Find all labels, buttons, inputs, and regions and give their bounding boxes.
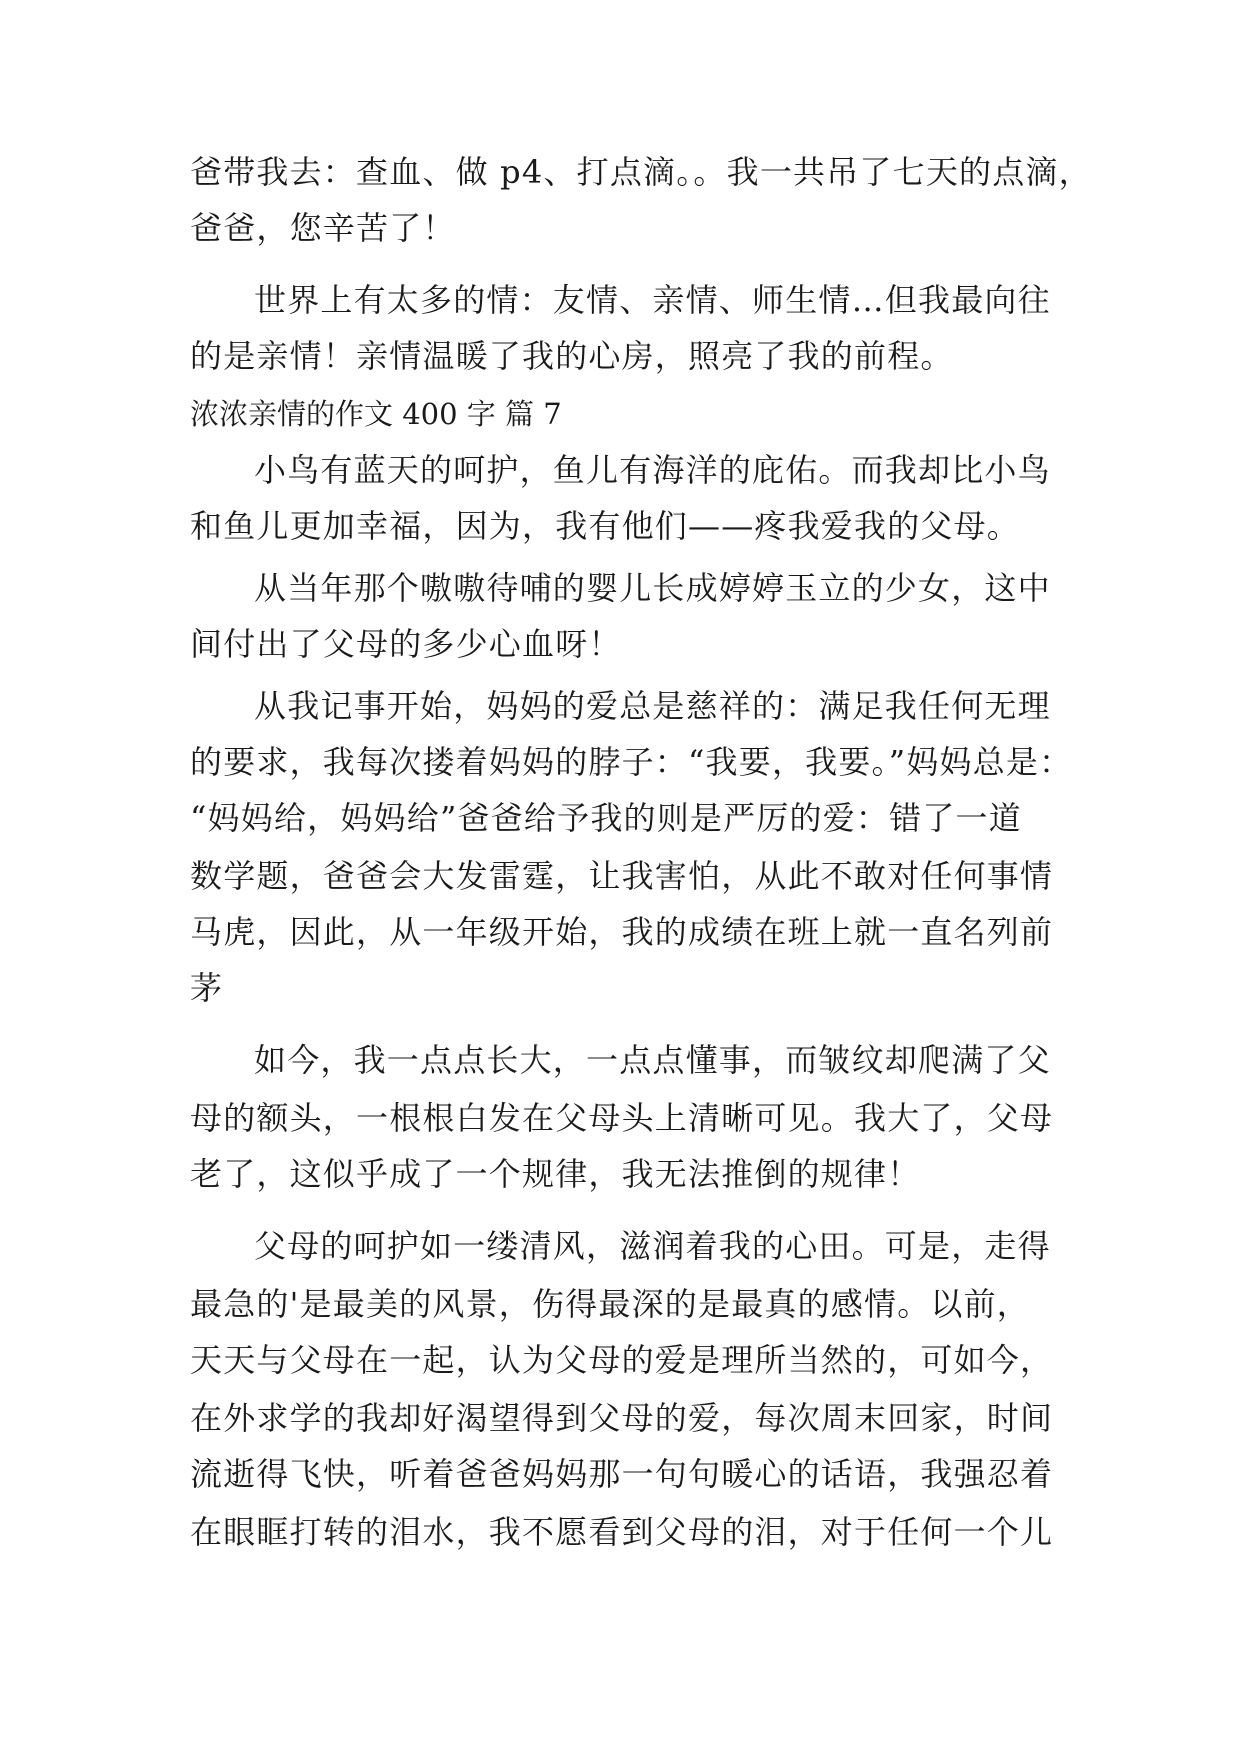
text-line: 最急的'是最美的风景，伤得最深的是最真的感情。以前， xyxy=(190,1285,1030,1323)
text-line: 在眼眶打转的泪水，我不愿看到父母的泪，对于任何一个儿 xyxy=(190,1513,1054,1551)
text-line: 间付出了父母的多少心血呀！ xyxy=(190,625,622,663)
paragraph-first-line: 小鸟有蓝天的呵护，鱼儿有海洋的庇佑。而我却比小鸟 xyxy=(254,451,1051,489)
text-line: 老了，这似乎成了一个规律，我无法推倒的规律！ xyxy=(190,1155,921,1193)
section-heading: 浓浓亲情的作文 400 字 篇 7 xyxy=(190,397,562,431)
text-line: 和鱼儿更加幸福，因为，我有他们——疼我爱我的父母。 xyxy=(190,507,1021,545)
text-line: 爸带我去：查血、做 p4、打点滴。。我一共吊了七天的点滴， xyxy=(190,153,1092,191)
text-line: 在外求学的我却好渴望得到父母的爱，每次周末回家，时间 xyxy=(190,1399,1054,1437)
paragraph-first-line: 父母的呵护如一缕清风，滋润着我的心田。可是，走得 xyxy=(254,1227,1051,1265)
paragraph-first-line: 从当年那个嗷嗷待哺的婴儿长成婷婷玉立的少女，这中 xyxy=(254,569,1051,607)
text-line: 母的额头，一根根白发在父母头上清晰可见。我大了，父母 xyxy=(190,1099,1054,1137)
text-line: 的要求，我每次搂着妈妈的脖子：“我要，我要。”妈妈总是： xyxy=(190,743,1073,781)
text-line: 爸爸，您辛苦了！ xyxy=(190,209,456,247)
text-line: 天天与父母在一起，认为父母的爱是理所当然的，可如今， xyxy=(190,1341,1054,1379)
paragraph-first-line: 如今，我一点点长大，一点点懂事，而皱纹却爬满了父 xyxy=(254,1041,1051,1079)
text-line: 数学题，爸爸会大发雷霆，让我害怕，从此不敢对任何事情 xyxy=(190,857,1054,895)
paragraph-first-line: 从我记事开始，妈妈的爱总是慈祥的：满足我任何无理 xyxy=(254,687,1051,725)
text-line: 茅 xyxy=(190,969,224,1007)
text-line: “妈妈给，妈妈给”爸爸给予我的则是严厉的爱：错了一道 xyxy=(190,799,1022,837)
paragraph-first-line: 世界上有太多的情：友情、亲情、师生情…但我最向往 xyxy=(254,281,1051,319)
text-line: 的是亲情！亲情温暖了我的心房，照亮了我的前程。 xyxy=(190,337,954,375)
text-line: 马虎，因此，从一年级开始，我的成绩在班上就一直名列前 xyxy=(190,913,1054,951)
text-line: 流逝得飞快，听着爸爸妈妈那一句句暖心的话语，我强忍着 xyxy=(190,1455,1054,1493)
